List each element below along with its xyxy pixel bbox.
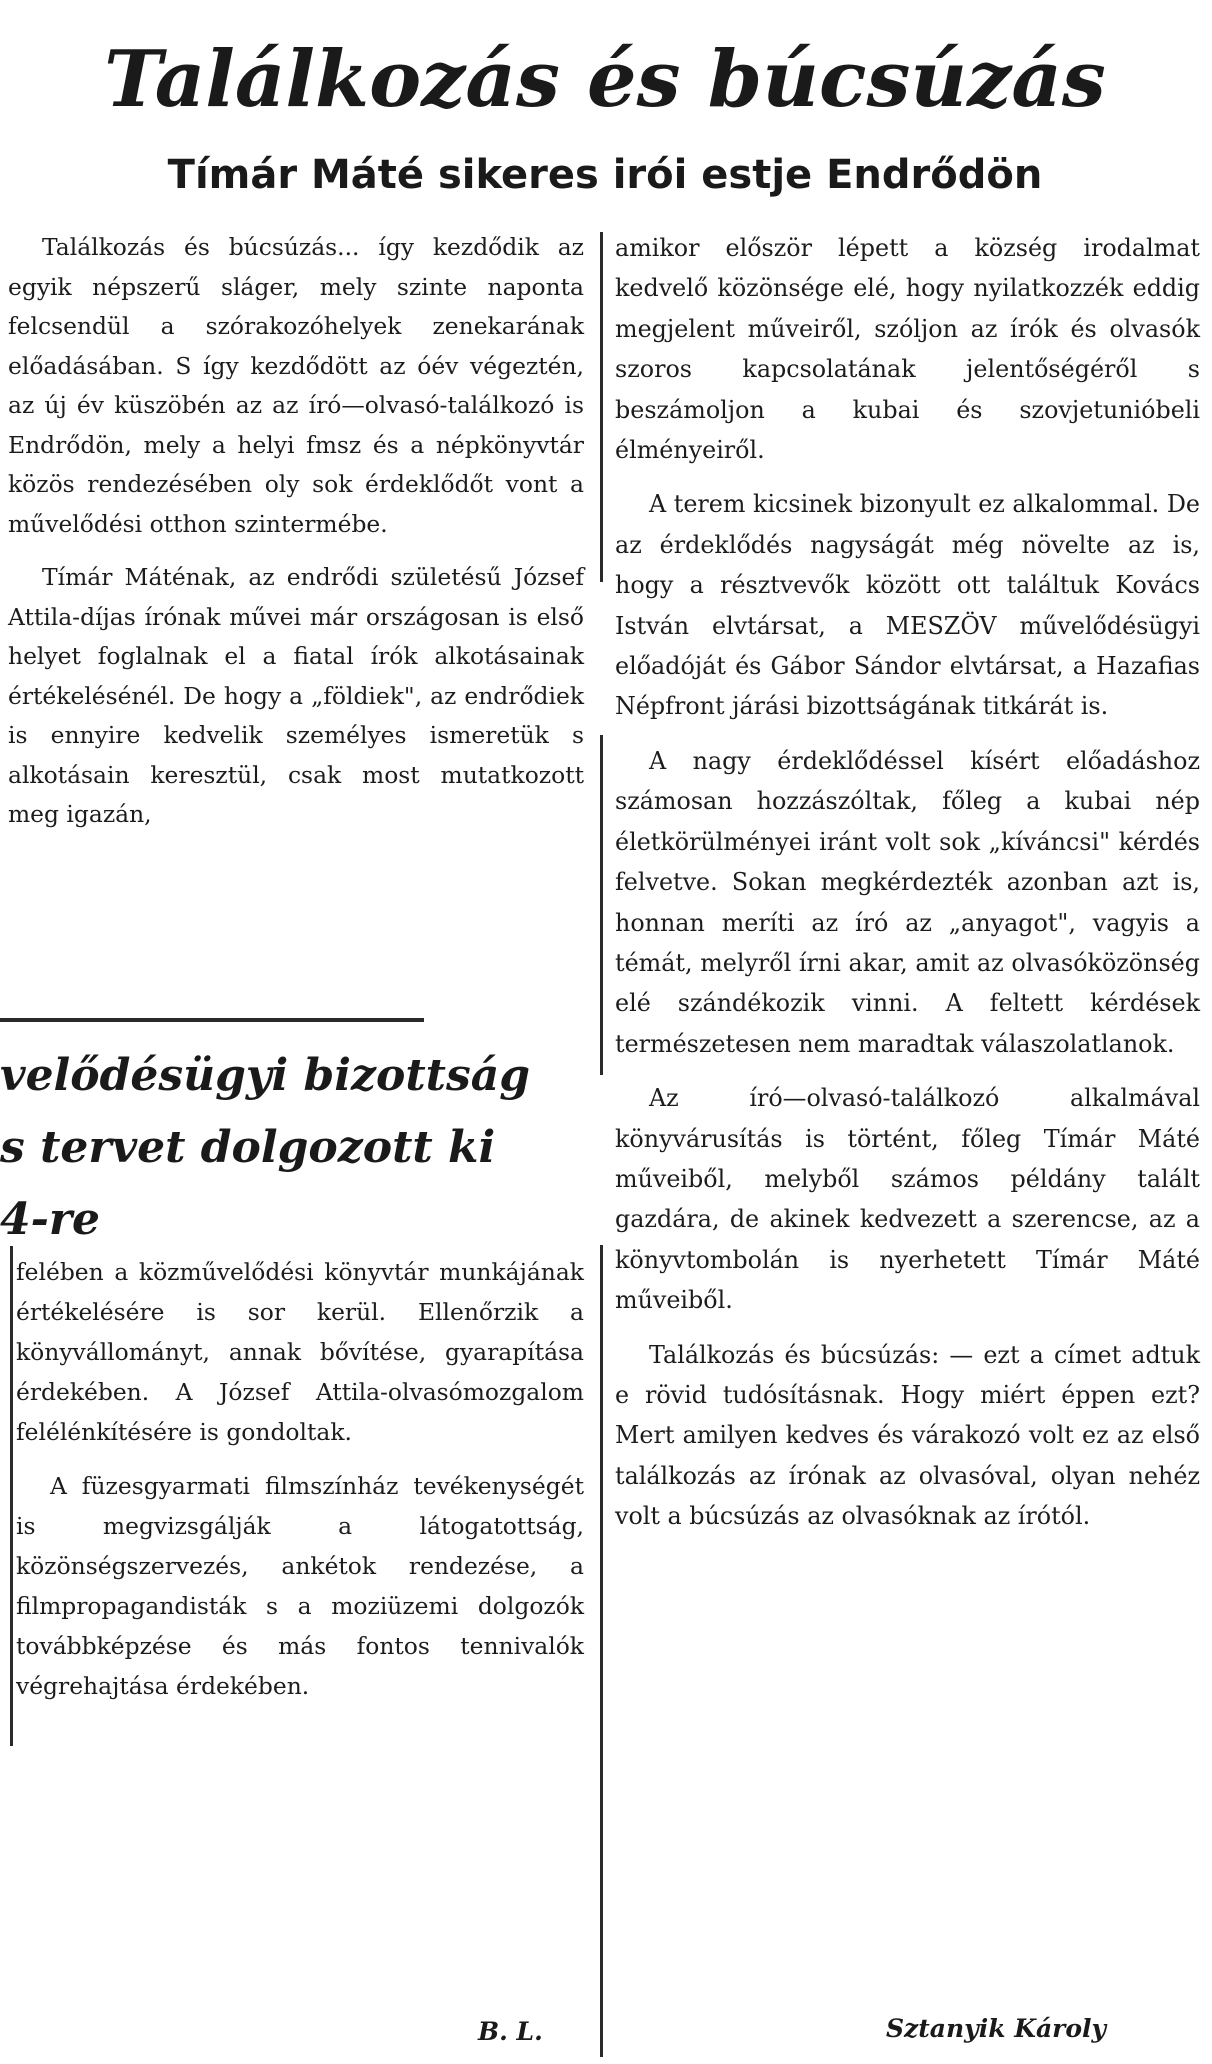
right-paragraph: Az író—olvasó-találkozó alkalmával könyvárusítás is történt, főleg Tímár Máté műveiből, melyből számos példány talált gazdára, de akinek kedvezett a szerencse, az a könyvtombolán is nyerhetett Tímár Máté műveiből.: [615, 1084, 1200, 1315]
second-article-headline: [0, 1040, 584, 1256]
section-divider: [0, 1018, 424, 1022]
second-article-paragraph: felében a közművelődési könyvtár munkájának értékelésére is sor kerül. Ellenőrzik a könyvállományt, annak bővítése, gyarapítása érdekében. A József Attila-olvasómozgalom felélénkítésére is gondoltak.: [16, 1258, 584, 1446]
left-paragraph: Találkozás és búcsúzás... így kezdődik az egyik népszerű sláger, mely szinte naponta felcsendül a szórakozóhelyek zenekarának előadásában. S így kezdődött az óév végeztén, az új év küszöbén az az író—olvasó-találkozó is Endrődön, mely a helyi fmsz és a népkönyvtár közös rendezésében oly sok érdeklődőt vont a művelődési otthon szintermébe.: [8, 233, 584, 538]
column-rule-middle: [600, 735, 603, 1075]
second-article-text: [16, 1252, 584, 1720]
second-headline-line: s tervet dolgozott ki: [0, 1122, 496, 1173]
second-article-paragraph: A füzesgyarmati filmszínház tevékenységét is megvizsgálják a látogatottság, közönségszervezés, ankétok rendezése, a filmpropagandisták s a moziüzemi dolgozók továbbképzése és más fontos tennivalók végrehajtása érdekében.: [16, 1472, 584, 1700]
column-rule-bottom: [600, 1245, 603, 2057]
article-subtitle: Tímár Máté sikeres irói estje Endrődön: [167, 152, 1043, 198]
right-paragraph: A terem kicsinek bizonyult ez alkalommal. De az érdeklődés nagyságát még növelte az is, hogy a résztvevők között ott találtuk Kovács István elvtársat, a MESZÖV művelődésügyi előadóját és Gábor Sándor elvtársat, a Hazafias Népfront járási bizottságának titkárát is.: [615, 490, 1200, 721]
right-paragraph: Találkozás és búcsúzás: — ezt a címet adtuk e rövid tudósításnak. Hogy miért éppen ezt? Mert amilyen kedves és várakozó volt ez az első találkozás az írónak az olvasóval, olyan nehéz volt a búcsúzás az olvasóknak az írótól.: [615, 1340, 1200, 1531]
left-column-article-text: [8, 228, 584, 849]
right-paragraph: amikor először lépett a község irodalmat kedvelő közönsége elé, hogy nyilatkozzék eddig megjelent műveiről, szóljon az írók és olvasók szoros kapcsolatának jelentőségéről s beszámoljon a kubai és szovjetunióbeli élményeiről.: [615, 234, 1200, 465]
second-headline-line: 4-re: [0, 1194, 101, 1245]
article-title: Találkozás és búcsúzás: [104, 34, 1106, 125]
article-signature: Sztanyik Károly: [886, 2014, 1107, 2043]
column-rule-left-article: [10, 1246, 13, 1746]
second-headline-line: velődésügyi bizottság: [0, 1050, 531, 1101]
second-article-signature: B. L.: [478, 2017, 543, 2046]
right-column-article-text: [615, 228, 1200, 1551]
left-paragraph: Tímár Máténak, az endrődi születésű József Attila-díjas írónak művei már országosan is első helyet foglalnak el a fiatal írók alkotásainak értékelésénél. De hogy a „földiek", az endrődiek is ennyire kedvelik személyes ismeretük s alkotásain keresztül, csak most mutatkozott meg igazán,: [8, 563, 584, 828]
right-paragraph: A nagy érdeklődéssel kísért előadáshoz számosan hozzászóltak, főleg a kubai nép életkörülményei iránt volt sok „kíváncsi" kérdés felvetve. Sokan megkérdezték azonban azt is, honnan meríti az író az „anyagot", vagyis a témát, melyről írni akar, amit az olvasóközönség elé szándékozik vinni. A feltett kérdések természetesen nem maradtak válaszolatlanok.: [615, 746, 1200, 1058]
column-rule-top: [600, 232, 603, 582]
